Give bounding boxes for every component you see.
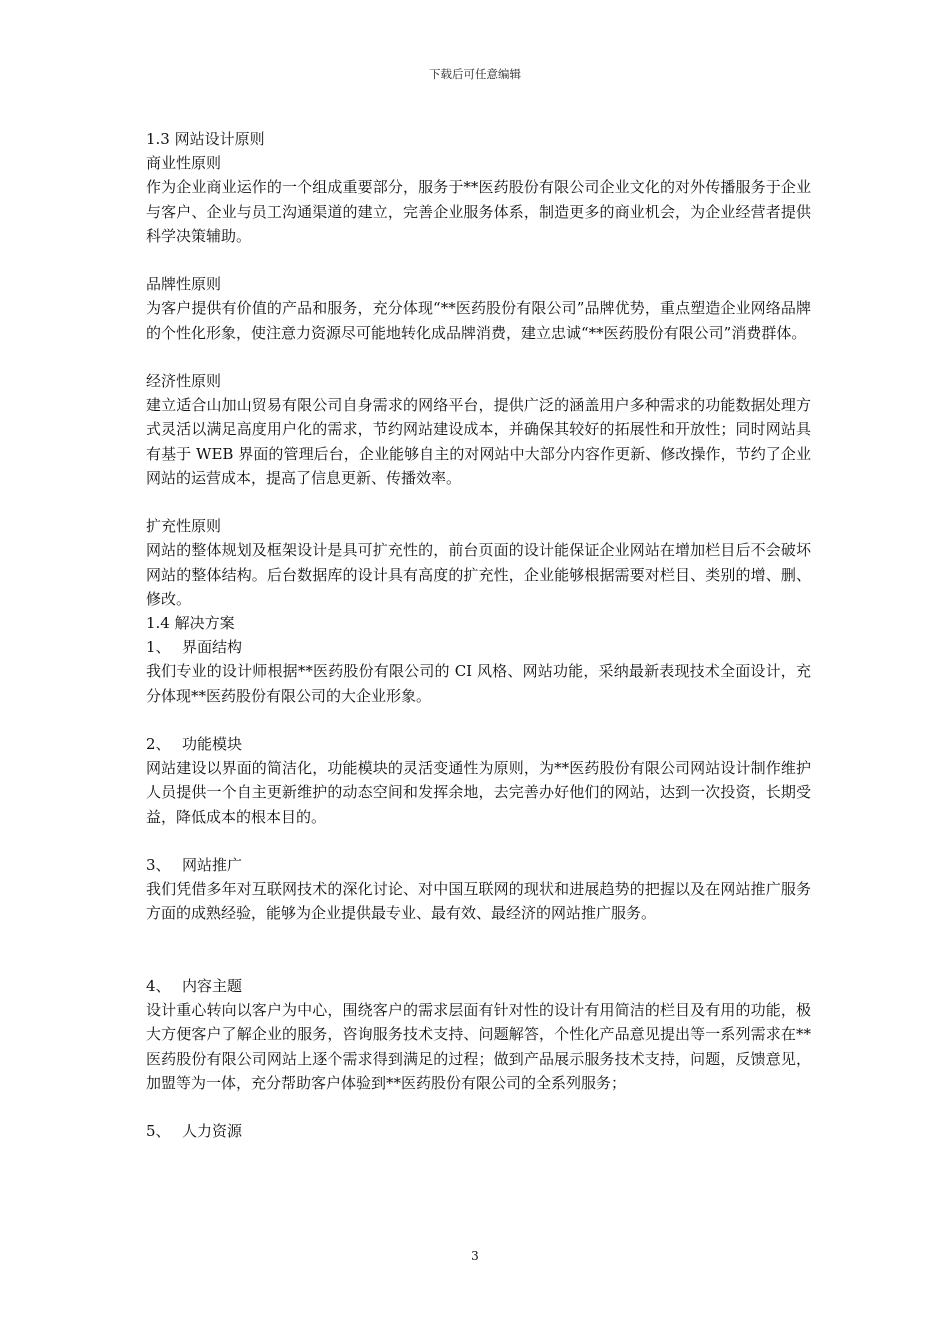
section-title-1-3: 1.3 网站设计原则 [146,130,265,148]
solution-item-number: 2、 [146,735,171,754]
page-header: 下载后可任意编辑 [429,67,521,81]
solution-item-title: 界面结构 [182,638,243,657]
solution-item-heading [146,853,811,877]
solution-item-body: 我们凭借多年对互联网技术的深化讨论、对中国互联网的现状和进展趋势的把握以及在网站推广服务方面的成熟经验，能够为企业提供最专业、最有效、最经济的网站推广服务。 [146,880,811,923]
solution-item-number: 4、 [146,977,171,996]
solution-item-heading [146,635,811,659]
solution-item-heading [146,1119,811,1143]
solution-item-body: 设计重心转向以客户为中心，围绕客户的需求层面有针对性的设计有用简洁的栏目及有用的功能，极大方便客户了解企业的服务，咨询服务技术支持、问题解答，个性化产品意见提出等一系列需求在**医药股份有限公司网站上逐个需求得到满足的过程；做到产品展示服务技术支持，问题，反馈意见，加盟等为一体，充分帮助客户体验到**医药股份有限公司的全系列服务； [146,1001,811,1092]
solution-item-body: 网站建设以界面的简洁化，功能模块的灵活变通性为原则，为**医药股份有限公司网站设计制作维护人员提供一个自主更新维护的动态空间和发挥余地，去完善办好他们的网站，达到一次投资，长期受益，降低成本的根本目的。 [146,759,811,826]
page-number: 3 [471,1249,479,1263]
principle-brand-title: 品牌性原则 [146,275,222,294]
solution-item-heading [146,732,811,756]
page-content [146,127,811,1143]
principle-brand-body: 为客户提供有价值的产品和服务，充分体现“**医药股份有限公司”品牌优势，重点塑造企业网络品牌的个性化形象，使注意力资源尽可能地转化成品牌消费，建立忠诚“**医药股份有限公司”消费群体。 [146,299,811,342]
principle-economic-title: 经济性原则 [146,372,222,390]
solution-item-title: 功能模块 [182,735,243,754]
principle-extensibility-body: 网站的整体规划及框架设计是具可扩充性的，前台页面的设计能保证企业网站在增加栏目后不会破坏网站的整体结构。后台数据库的设计具有高度的扩充性，企业能够根据需要对栏目、类别的增、删、修改。 [146,541,811,608]
solution-item-number: 5、 [146,1122,171,1141]
solution-item-heading [146,974,811,998]
solution-item-number: 3、 [146,856,171,875]
solution-item-number: 1、 [146,638,171,657]
principle-commercial-title: 商业性原则 [146,154,222,173]
section-title-1-4: 1.4 解决方案 [146,614,235,633]
solution-item-title: 人力资源 [182,1122,243,1141]
principle-economic-body: 建立适合山加山贸易有限公司自身需求的网络平台，提供广泛的涵盖用户多种需求的功能数据处理方式灵活以满足高度用户化的需求，节约网站建设成本，并确保其较好的拓展性和开放性；同时网站具有基于 WEB 界面的管理后台，企业能够自主的对网站中大部分内容作更新、修改操作，节约了企业网站的运营成本，提高了信息更新、传播效率。 [146,396,811,487]
solution-item-body: 我们专业的设计师根据**医药股份有限公司的 CI 风格、网站功能，采纳最新表现技术全面设计，充分体现**医药股份有限公司的大企业形象。 [146,662,811,705]
solution-item-title: 内容主题 [182,977,243,996]
principle-extensibility-title: 扩充性原则 [146,517,222,536]
principle-commercial-body: 作为企业商业运作的一个组成重要部分，服务于**医药股份有限公司企业文化的对外传播服务于企业与客户、企业与员工沟通渠道的建立，完善企业服务体系，制造更多的商业机会，为企业经营者提供科学决策辅助。 [146,178,811,245]
solution-item-title: 网站推广 [182,856,243,875]
